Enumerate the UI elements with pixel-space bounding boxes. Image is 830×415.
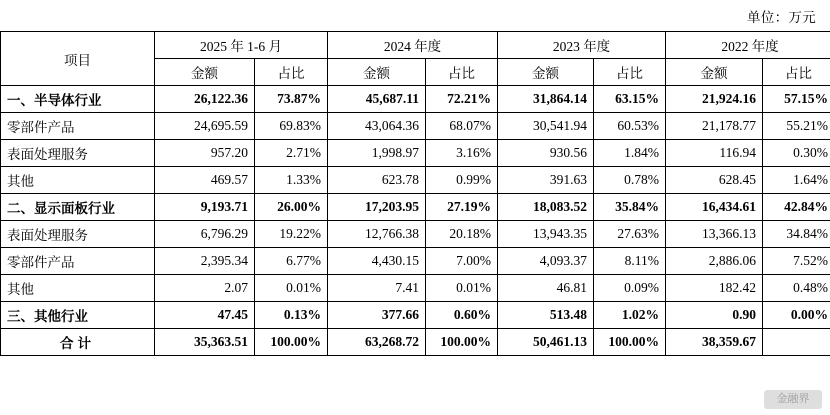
total-amount: 50,461.13 <box>498 329 594 356</box>
cell-amount: 391.63 <box>498 167 594 194</box>
row-label: 表面处理服务 <box>1 140 155 167</box>
cell-ratio: 55.21% <box>763 113 830 140</box>
table-row <box>1 86 830 113</box>
row-label: 二、显示面板行业 <box>1 194 155 221</box>
row-label: 表面处理服务 <box>1 221 155 248</box>
cell-amount: 2.07 <box>155 275 255 302</box>
cell-amount: 116.94 <box>666 140 763 167</box>
cell-ratio: 57.15% <box>763 86 830 113</box>
cell-ratio: 0.60% <box>426 302 498 329</box>
unit-note: 单位：万元 <box>747 10 816 25</box>
cell-amount: 2,886.06 <box>666 248 763 275</box>
row-label: 三、其他行业 <box>1 302 155 329</box>
cell-ratio: 8.11% <box>594 248 666 275</box>
cell-amount: 377.66 <box>328 302 426 329</box>
total-amount: 35,363.51 <box>155 329 255 356</box>
cell-amount: 4,430.15 <box>328 248 426 275</box>
table-row <box>1 113 830 140</box>
cell-amount: 623.78 <box>328 167 426 194</box>
header-ratio-2: 占比 <box>594 59 666 86</box>
cell-ratio: 73.87% <box>255 86 328 113</box>
cell-ratio: 34.84% <box>763 221 830 248</box>
header-ratio-1: 占比 <box>426 59 498 86</box>
total-amount: 38,359.67 <box>666 329 763 356</box>
row-label: 零部件产品 <box>1 113 155 140</box>
cell-amount: 628.45 <box>666 167 763 194</box>
row-label: 零部件产品 <box>1 248 155 275</box>
total-label: 合计 <box>1 329 155 356</box>
header-ratio-0: 占比 <box>255 59 328 86</box>
cell-amount: 182.42 <box>666 275 763 302</box>
cell-ratio: 19.22% <box>255 221 328 248</box>
cell-amount: 13,943.35 <box>498 221 594 248</box>
cell-amount: 16,434.61 <box>666 194 763 221</box>
cell-ratio: 35.84% <box>594 194 666 221</box>
table-row <box>1 194 830 221</box>
cell-ratio: 0.00% <box>763 302 830 329</box>
cell-ratio: 0.48% <box>763 275 830 302</box>
cell-amount: 957.20 <box>155 140 255 167</box>
cell-ratio: 7.00% <box>426 248 498 275</box>
cell-ratio: 26.00% <box>255 194 328 221</box>
cell-ratio: 0.78% <box>594 167 666 194</box>
cell-ratio: 27.19% <box>426 194 498 221</box>
cell-ratio: 27.63% <box>594 221 666 248</box>
cell-amount: 469.57 <box>155 167 255 194</box>
cell-ratio: 0.13% <box>255 302 328 329</box>
table-body <box>1 86 830 356</box>
revenue-breakdown-table <box>0 31 830 356</box>
cell-amount: 7.41 <box>328 275 426 302</box>
cell-ratio: 1.33% <box>255 167 328 194</box>
cell-amount: 9,193.71 <box>155 194 255 221</box>
cell-ratio: 0.99% <box>426 167 498 194</box>
cell-ratio: 0.01% <box>426 275 498 302</box>
header-row-periods <box>1 32 830 59</box>
cell-amount: 17,203.95 <box>328 194 426 221</box>
table-row <box>1 167 830 194</box>
table-row <box>1 248 830 275</box>
watermark-badge: 金融界 <box>764 390 822 409</box>
header-period-3: 2022 年度 <box>666 32 830 59</box>
cell-amount: 46.81 <box>498 275 594 302</box>
header-amount-1: 金额 <box>328 59 426 86</box>
cell-ratio: 1.64% <box>763 167 830 194</box>
table-total-row <box>1 329 830 356</box>
cell-amount: 4,093.37 <box>498 248 594 275</box>
cell-ratio: 1.84% <box>594 140 666 167</box>
cell-amount: 1,998.97 <box>328 140 426 167</box>
row-label: 一、半导体行业 <box>1 86 155 113</box>
cell-amount: 513.48 <box>498 302 594 329</box>
header-ratio-3: 占比 <box>763 59 830 86</box>
cell-amount: 45,687.11 <box>328 86 426 113</box>
total-ratio <box>763 329 830 356</box>
cell-amount: 6,796.29 <box>155 221 255 248</box>
cell-amount: 2,395.34 <box>155 248 255 275</box>
table-row <box>1 140 830 167</box>
cell-amount: 47.45 <box>155 302 255 329</box>
cell-amount: 26,122.36 <box>155 86 255 113</box>
cell-amount: 930.56 <box>498 140 594 167</box>
header-period-2: 2023 年度 <box>498 32 666 59</box>
cell-amount: 21,924.16 <box>666 86 763 113</box>
total-ratio: 100.00% <box>426 329 498 356</box>
header-amount-2: 金额 <box>498 59 594 86</box>
header-period-0: 2025 年 1-6 月 <box>155 32 328 59</box>
total-amount: 63,268.72 <box>328 329 426 356</box>
cell-amount: 24,695.59 <box>155 113 255 140</box>
cell-amount: 43,064.36 <box>328 113 426 140</box>
cell-ratio: 7.52% <box>763 248 830 275</box>
table-row <box>1 275 830 302</box>
cell-amount: 21,178.77 <box>666 113 763 140</box>
cell-ratio: 2.71% <box>255 140 328 167</box>
row-label: 其他 <box>1 275 155 302</box>
cell-amount: 31,864.14 <box>498 86 594 113</box>
cell-ratio: 0.09% <box>594 275 666 302</box>
header-period-1: 2024 年度 <box>328 32 498 59</box>
table-head <box>1 32 830 86</box>
table-row <box>1 221 830 248</box>
cell-amount: 13,366.13 <box>666 221 763 248</box>
cell-ratio: 20.18% <box>426 221 498 248</box>
cell-amount: 12,766.38 <box>328 221 426 248</box>
cell-ratio: 0.30% <box>763 140 830 167</box>
cell-amount: 18,083.52 <box>498 194 594 221</box>
cell-ratio: 63.15% <box>594 86 666 113</box>
header-amount-3: 金额 <box>666 59 763 86</box>
total-ratio: 100.00% <box>594 329 666 356</box>
header-item: 项目 <box>1 32 155 86</box>
cell-ratio: 72.21% <box>426 86 498 113</box>
cell-ratio: 60.53% <box>594 113 666 140</box>
cell-ratio: 69.83% <box>255 113 328 140</box>
row-label: 其他 <box>1 167 155 194</box>
table-row <box>1 302 830 329</box>
cell-ratio: 42.84% <box>763 194 830 221</box>
cell-ratio: 6.77% <box>255 248 328 275</box>
total-ratio: 100.00% <box>255 329 328 356</box>
header-amount-0: 金额 <box>155 59 255 86</box>
cell-amount: 30,541.94 <box>498 113 594 140</box>
cell-amount: 0.90 <box>666 302 763 329</box>
cell-ratio: 3.16% <box>426 140 498 167</box>
cell-ratio: 0.01% <box>255 275 328 302</box>
cell-ratio: 68.07% <box>426 113 498 140</box>
cell-ratio: 1.02% <box>594 302 666 329</box>
